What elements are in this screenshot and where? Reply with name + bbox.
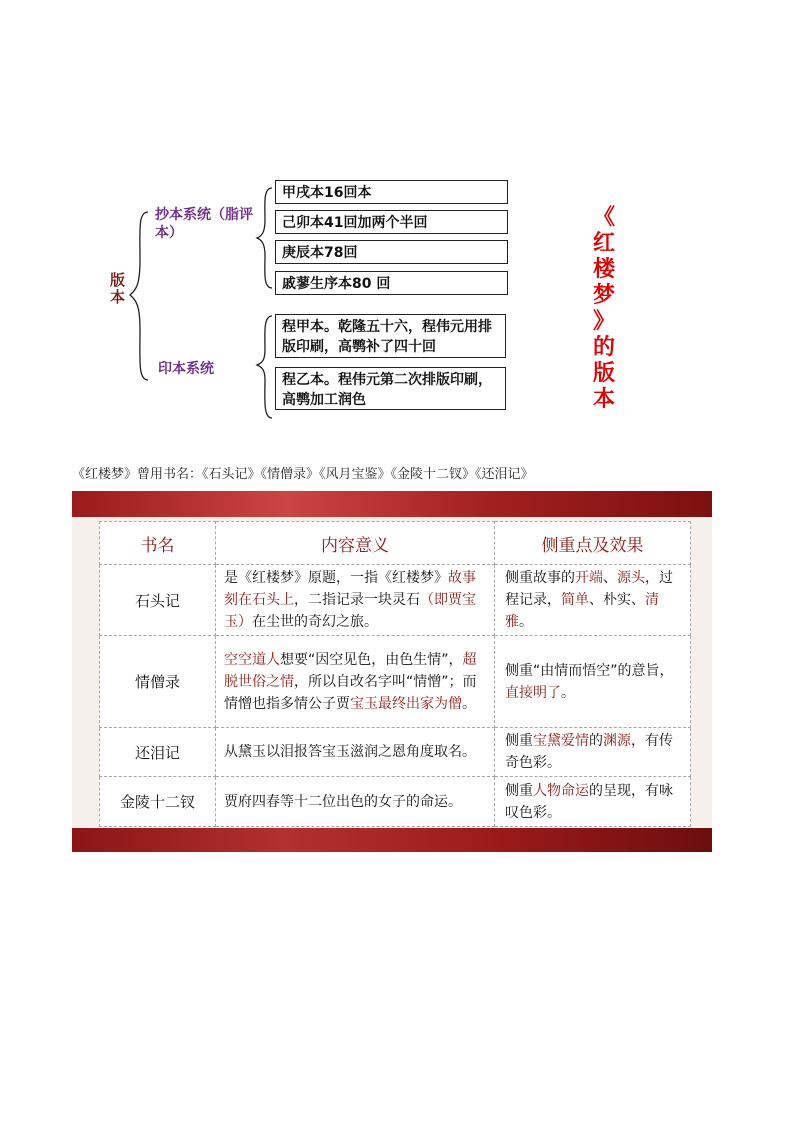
header-title: 书名 <box>100 522 216 565</box>
cell-title: 还泪记 <box>100 728 216 777</box>
version-box: 程乙本。程伟元第二次排版印刷，高鹗加工润色 <box>275 367 506 410</box>
text-segment: ，有传奇色彩。 <box>505 733 673 771</box>
text-segment: 侧重 <box>505 733 533 749</box>
text-segment: 、 <box>603 570 617 586</box>
branch-label-printed: 印本系统 <box>158 361 214 377</box>
cell-title: 金陵十二钗 <box>100 777 216 827</box>
version-box: 己卯本41回加两个半回 <box>275 210 508 234</box>
text-segment: ，二指记录一块灵石 <box>294 592 420 608</box>
highlighted-text: 宝玉最终出家为僧 <box>350 695 462 712</box>
highlighted-text: 人物 <box>533 782 561 799</box>
highlighted-text: （即贾宝玉） <box>224 592 476 630</box>
decorative-banner-top <box>72 491 712 517</box>
cell-meaning <box>216 636 495 728</box>
text-segment: 侧重 <box>505 782 533 799</box>
highlighted-text: 清雅 <box>505 592 659 630</box>
text-segment: 在尘世的奇幻之旅。 <box>252 614 378 630</box>
table-row <box>100 636 691 728</box>
text-segment: 侧重故事的 <box>505 570 575 586</box>
former-titles-line: 《红楼梦》曾用书名：《石头记》《情僧录》《风月宝鉴》《金陵十二钗》《还泪记》 <box>72 467 534 482</box>
highlighted-text: 爱情 <box>561 733 589 749</box>
highlighted-text: 开端 <box>575 570 603 586</box>
version-box: 庚辰本78回 <box>275 240 508 264</box>
text-segment: 从黛玉以泪报答宝玉滋润之恩角度取名。 <box>224 744 476 760</box>
diagram-title: 《 红 楼 梦 》 的 版 本 <box>592 205 615 412</box>
table-header-row <box>100 522 691 565</box>
text-segment: 。 <box>561 684 575 701</box>
cell-title: 石头记 <box>100 565 216 636</box>
text-segment: ，过程记录， <box>505 570 673 608</box>
highlighted-text: 宝黛 <box>533 733 561 749</box>
highlighted-text: 命运 <box>561 782 589 799</box>
cell-effect <box>495 565 691 636</box>
decorative-banner-bottom <box>72 828 712 852</box>
text-segment: 的呈现，有咏叹色彩。 <box>505 782 673 821</box>
cell-effect <box>495 777 691 827</box>
table-row <box>100 565 691 636</box>
highlighted-text: 源头 <box>617 570 645 586</box>
text-segment: 贾府四春等十二位出色的女子的命运。 <box>224 793 462 810</box>
table-row <box>100 728 691 777</box>
highlighted-text: 渊源 <box>603 733 631 749</box>
cell-effect <box>495 636 691 728</box>
version-box: 戚蓼生序本80 回 <box>275 271 508 295</box>
text-segment: 的 <box>589 733 603 749</box>
text-segment: 、朴实、 <box>589 592 645 608</box>
cell-meaning <box>216 565 495 636</box>
text-segment: 。 <box>519 614 533 630</box>
cell-meaning <box>216 777 495 827</box>
highlighted-text: 直接明了 <box>505 684 561 701</box>
highlighted-text: 简单 <box>561 592 589 608</box>
version-box: 甲戌本16回本 <box>275 180 508 204</box>
highlighted-text: 空空道人 <box>224 651 280 668</box>
text-segment: ，所以自改名字叫“情憎”；而情憎也指多情公子贾 <box>224 673 477 712</box>
title-meaning-table <box>99 521 691 827</box>
root-label: 版 本 <box>110 271 126 306</box>
highlighted-text: 故事刻在石头上 <box>224 570 476 608</box>
cell-meaning <box>216 728 495 777</box>
header-meaning: 内容意义 <box>216 522 495 565</box>
cell-effect <box>495 728 691 777</box>
highlighted-text: 超脱世俗之情 <box>224 651 477 690</box>
branch-label-manuscript: 抄本系统（脂评本） <box>155 207 253 241</box>
cell-title: 情僧录 <box>100 636 216 728</box>
text-segment: 是《红楼梦》原题，一指《红楼梦》 <box>224 570 448 586</box>
text-segment: 。 <box>462 695 476 712</box>
text-segment: 想要“因空见色，由色生情”， <box>280 651 463 668</box>
header-effect: 侧重点及效果 <box>495 522 691 565</box>
table-row <box>100 777 691 827</box>
version-box: 程甲本。乾隆五十六，程伟元用排版印刷，高鹗补了四十回 <box>275 314 506 358</box>
text-segment: 侧重“由情而悟空”的意旨， <box>505 662 674 679</box>
